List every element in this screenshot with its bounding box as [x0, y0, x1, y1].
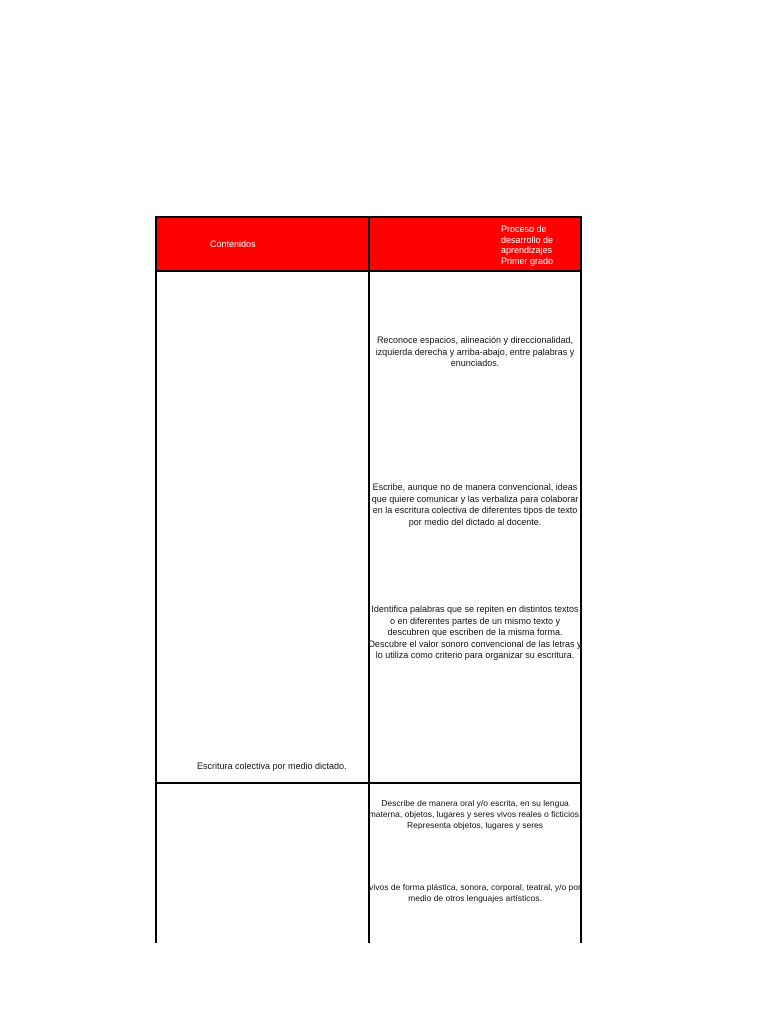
row2-proceso-1: Describe de manera oral y/o escrita, en su lengua materna, objetos, lugares y seres vivos reales o ficticios. Representa objetos, lugares y seres: [368, 798, 582, 830]
table-border-left: [155, 216, 157, 943]
header-cell-proceso: [370, 218, 580, 271]
row1-contenido: Escritura colectiva por medio dictado.: [197, 761, 347, 771]
table-border-top: [155, 216, 582, 218]
row-divider: [155, 782, 582, 784]
header-cell-contenidos: [157, 218, 368, 271]
header-contenidos-label: Contenidos: [210, 239, 256, 249]
row2-proceso-2: vivos de forma plástica, sonora, corporal, teatral, y/o por medio de otros lenguajes artísticos.: [369, 882, 581, 903]
row1-proceso-1: Reconoce espacios, alineación y direccionalidad, izquierda derecha y arriba-abajo, entre palabras y enunciados.: [375, 335, 575, 368]
header-divider: [155, 270, 582, 272]
curriculum-table: [155, 216, 582, 943]
table-border-right: [580, 216, 582, 943]
row1-proceso-3: Identifica palabras que se repiten en distintos textos o en diferentes partes de un mismo texto y descubren que escriben de la misma forma. Descubre el valor sonoro convencional de las letras y lo utiliza como criterio para organizar su escritura.: [368, 604, 582, 660]
table-column-divider: [368, 216, 370, 943]
row1-proceso-2: Escribe, aunque no de manera convencional, ideas que quiere comunicar y las verbaliza para colaborar en la escritura colectiva de diferentes tipos de texto por medio del dictado al docente.: [371, 482, 579, 527]
header-proceso-label: Proceso de desarrollo de aprendizajes Primer grado: [501, 224, 554, 266]
